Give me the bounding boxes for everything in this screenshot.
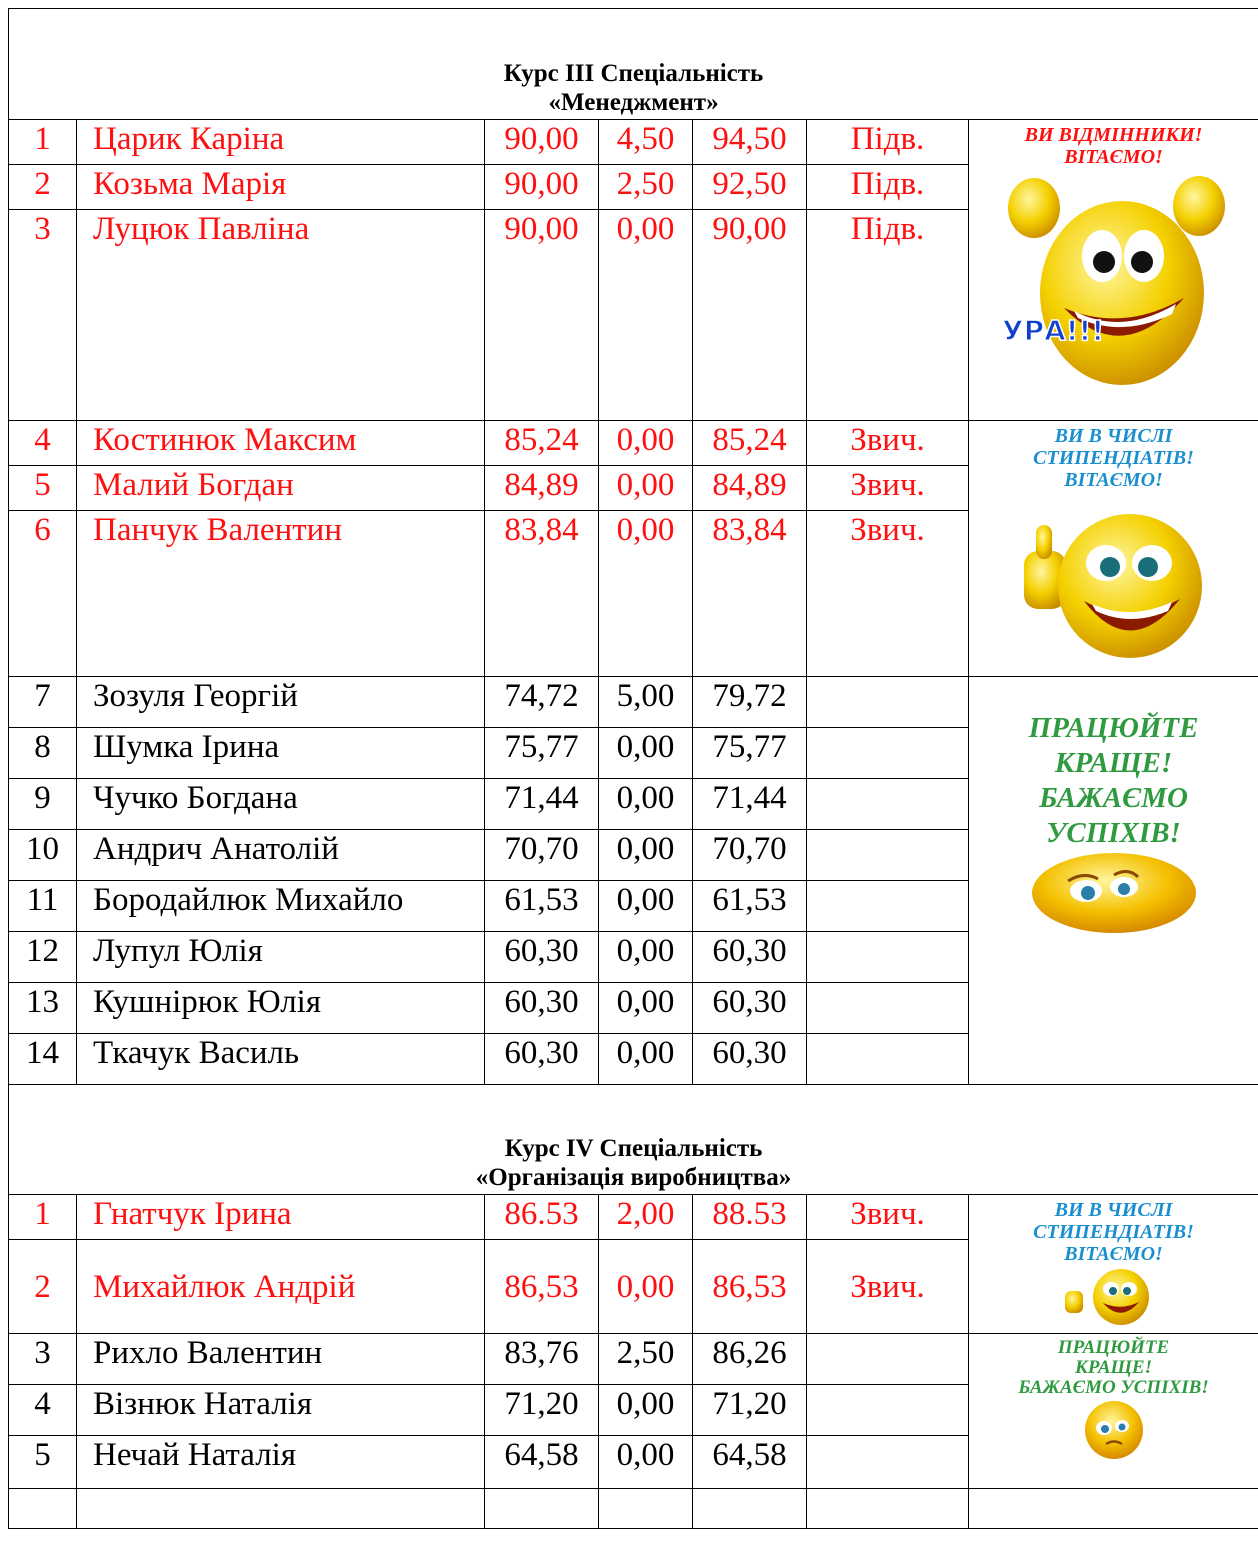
score-bonus: 0,00: [599, 1385, 693, 1436]
row-number: 7: [9, 677, 77, 728]
student-name: Гнатчук Ірина: [77, 1195, 485, 1240]
score-total: 84,89: [693, 466, 807, 511]
score-bonus: 0,00: [599, 830, 693, 881]
student-name: Візнюк Наталія: [77, 1385, 485, 1436]
score-bonus: 4,50: [599, 120, 693, 165]
row-number: 14: [9, 1034, 77, 1085]
section-title: [9, 9, 1258, 120]
banner-text-line1: ВИ В ЧИСЛІ: [1054, 425, 1173, 447]
sad-smiley-icon: [1072, 1398, 1156, 1460]
empty-cell: [485, 1489, 599, 1529]
row-number: 11: [9, 881, 77, 932]
score-base: 71,20: [485, 1385, 599, 1436]
row-number: 12: [9, 932, 77, 983]
score-bonus: 5,00: [599, 677, 693, 728]
scholarship-banner: [969, 421, 1258, 677]
score-bonus: 0,00: [599, 779, 693, 830]
score-base: 61,53: [485, 881, 599, 932]
score-base: 60,30: [485, 1034, 599, 1085]
thumbs-up-smiley-icon: [1059, 1265, 1169, 1327]
score-total: 61,53: [693, 881, 807, 932]
scholarship-status: [807, 1436, 969, 1489]
score-bonus: 0,00: [599, 511, 693, 677]
score-bonus: 0,00: [599, 881, 693, 932]
scholarship-status: Звич.: [807, 421, 969, 466]
scholarship-status: Звич.: [807, 466, 969, 511]
section-title-line1: Курс IV Спеціальність: [504, 1135, 763, 1162]
score-base: 86,53: [485, 1240, 599, 1334]
score-total: 92,50: [693, 165, 807, 210]
score-total: 86,26: [693, 1334, 807, 1385]
table-row: [9, 120, 1258, 165]
banner-text-line3: БАЖАЄМО: [1039, 782, 1188, 814]
scholarship-status: Підв.: [807, 210, 969, 421]
student-name: Костинюк Максим: [77, 421, 485, 466]
student-name: Нечай Наталія: [77, 1436, 485, 1489]
scholarship-status: Звич.: [807, 1240, 969, 1334]
student-name: Малий Богдан: [77, 466, 485, 511]
score-total: 75,77: [693, 728, 807, 779]
row-number: 5: [9, 1436, 77, 1489]
score-total: 79,72: [693, 677, 807, 728]
scholarship-status: [807, 830, 969, 881]
empty-cell: [969, 1489, 1258, 1529]
banner-text-line2: КРАЩЕ!: [1054, 747, 1173, 779]
row-number: 1: [9, 1195, 77, 1240]
score-base: 84,89: [485, 466, 599, 511]
score-bonus: 0,00: [599, 1240, 693, 1334]
student-name: Козьма Марія: [77, 165, 485, 210]
banner-text-line3: ВІТАЄМО!: [1064, 469, 1163, 491]
student-name: Зозуля Георгій: [77, 677, 485, 728]
section-title-line2: «Менеджмент»: [548, 89, 719, 116]
score-base: 75,77: [485, 728, 599, 779]
score-bonus: 2,50: [599, 165, 693, 210]
table-row: [9, 1334, 1258, 1385]
scholarship-status: [807, 932, 969, 983]
table-row: [9, 421, 1258, 466]
ranking-table: [8, 8, 1258, 1529]
score-total: 60,30: [693, 932, 807, 983]
row-number: 1: [9, 120, 77, 165]
student-name: Рихло Валентин: [77, 1334, 485, 1385]
section-header: [9, 1085, 1258, 1195]
score-base: 90,00: [485, 165, 599, 210]
score-base: 70,70: [485, 830, 599, 881]
score-bonus: 0,00: [599, 1034, 693, 1085]
row-number: 5: [9, 466, 77, 511]
score-bonus: 0,00: [599, 932, 693, 983]
section-title-line1: Курс III Спеціальність: [503, 60, 764, 87]
row-number: 3: [9, 210, 77, 421]
score-total: 71,20: [693, 1385, 807, 1436]
row-number: 10: [9, 830, 77, 881]
banner-text-line2: СТИПЕНДІАТІВ!: [1033, 447, 1194, 469]
score-base: 60,30: [485, 932, 599, 983]
row-number: 6: [9, 511, 77, 677]
score-base: 85,24: [485, 421, 599, 466]
score-bonus: 0,00: [599, 1436, 693, 1489]
row-number: 4: [9, 1385, 77, 1436]
student-name: Панчук Валентин: [77, 511, 485, 677]
row-number: 4: [9, 421, 77, 466]
row-number: 3: [9, 1334, 77, 1385]
score-bonus: 2,50: [599, 1334, 693, 1385]
score-base: 74,72: [485, 677, 599, 728]
score-total: 71,44: [693, 779, 807, 830]
scholarship-status: Підв.: [807, 165, 969, 210]
score-base: 71,44: [485, 779, 599, 830]
banner-text-line3: ВІТАЄМО!: [1064, 1243, 1163, 1265]
scholarship-status: [807, 728, 969, 779]
empty-cell: [693, 1489, 807, 1529]
student-name: Чучко Богдана: [77, 779, 485, 830]
student-name: Лупул Юлія: [77, 932, 485, 983]
score-total: 90,00: [693, 210, 807, 421]
banner-text-line2: ВІТАЄМО!: [1064, 146, 1163, 168]
banner-text-line3: БАЖАЄМО УСПІХІВ!: [1018, 1377, 1209, 1398]
empty-cell: [599, 1489, 693, 1529]
banner-text-line2: КРАЩЕ!: [1075, 1357, 1153, 1378]
score-base: 64,58: [485, 1436, 599, 1489]
svg-text:УРА!!!: УРА!!!: [1001, 314, 1104, 347]
score-base: 90,00: [485, 210, 599, 421]
section-title-line2: «Організація виробництва»: [475, 1164, 792, 1191]
table-row: [9, 677, 1258, 728]
student-name: Михайлюк Андрій: [77, 1240, 485, 1334]
score-bonus: 0,00: [599, 466, 693, 511]
scholarship-status: [807, 677, 969, 728]
row-number: 2: [9, 1240, 77, 1334]
thumbs-up-smiley-icon: [1014, 491, 1214, 671]
ranking-sheet: [8, 8, 1258, 1546]
sad-smiley-icon: [1024, 851, 1204, 935]
row-number: 2: [9, 165, 77, 210]
score-base: 60,30: [485, 983, 599, 1034]
score-bonus: 0,00: [599, 210, 693, 421]
banner-text-line1: ПРАЦЮЙТЕ: [1057, 1337, 1170, 1358]
banner-text-line1: ПРАЦЮЙТЕ: [1028, 712, 1199, 744]
excellence-banner: [969, 120, 1258, 421]
banner-text-line4: УСПІХІВ!: [1046, 817, 1181, 849]
student-name: Андрич Анатолій: [77, 830, 485, 881]
score-total: 64,58: [693, 1436, 807, 1489]
table-row: [9, 1195, 1258, 1240]
student-name: Шумка Ірина: [77, 728, 485, 779]
banner-text-line1: ВИ В ЧИСЛІ: [1054, 1199, 1173, 1221]
empty-row: [9, 1489, 1258, 1529]
score-bonus: 0,00: [599, 421, 693, 466]
row-number: 9: [9, 779, 77, 830]
score-total: 88.53: [693, 1195, 807, 1240]
cheering-smiley-icon: [994, 168, 1234, 390]
score-base: 83,76: [485, 1334, 599, 1385]
student-name: Кушнірюк Юлія: [77, 983, 485, 1034]
scholarship-status: Звич.: [807, 1195, 969, 1240]
score-base: 90,00: [485, 120, 599, 165]
scholarship-status: [807, 779, 969, 830]
student-name: Ткачук Василь: [77, 1034, 485, 1085]
score-total: 83,84: [693, 511, 807, 677]
scholarship-status: [807, 1334, 969, 1385]
student-name: Бородайлюк Михайло: [77, 881, 485, 932]
score-total: 70,70: [693, 830, 807, 881]
section-header: [9, 9, 1258, 120]
score-bonus: 2,00: [599, 1195, 693, 1240]
scholarship-status: [807, 1385, 969, 1436]
score-total: 94,50: [693, 120, 807, 165]
empty-cell: [9, 1489, 77, 1529]
scholarship-status: [807, 983, 969, 1034]
scholarship-status: [807, 1034, 969, 1085]
score-total: 60,30: [693, 983, 807, 1034]
banner-text-line1: ВИ ВІДМІННИКИ!: [1024, 124, 1203, 146]
score-bonus: 0,00: [599, 983, 693, 1034]
row-number: 13: [9, 983, 77, 1034]
score-total: 60,30: [693, 1034, 807, 1085]
score-base: 83,84: [485, 511, 599, 677]
empty-cell: [77, 1489, 485, 1529]
scholarship-status: Звич.: [807, 511, 969, 677]
encouragement-banner: [969, 677, 1258, 1085]
score-bonus: 0,00: [599, 728, 693, 779]
row-number: 8: [9, 728, 77, 779]
banner-text-line2: СТИПЕНДІАТІВ!: [1033, 1221, 1194, 1243]
empty-cell: [807, 1489, 969, 1529]
score-base: 86.53: [485, 1195, 599, 1240]
score-total: 86,53: [693, 1240, 807, 1334]
scholarship-status: Підв.: [807, 120, 969, 165]
student-name: Луцюк Павліна: [77, 210, 485, 421]
scholarship-banner: [969, 1195, 1258, 1334]
student-name: Царик Каріна: [77, 120, 485, 165]
score-total: 85,24: [693, 421, 807, 466]
section-title: [9, 1085, 1258, 1195]
encouragement-banner: [969, 1334, 1258, 1489]
scholarship-status: [807, 881, 969, 932]
